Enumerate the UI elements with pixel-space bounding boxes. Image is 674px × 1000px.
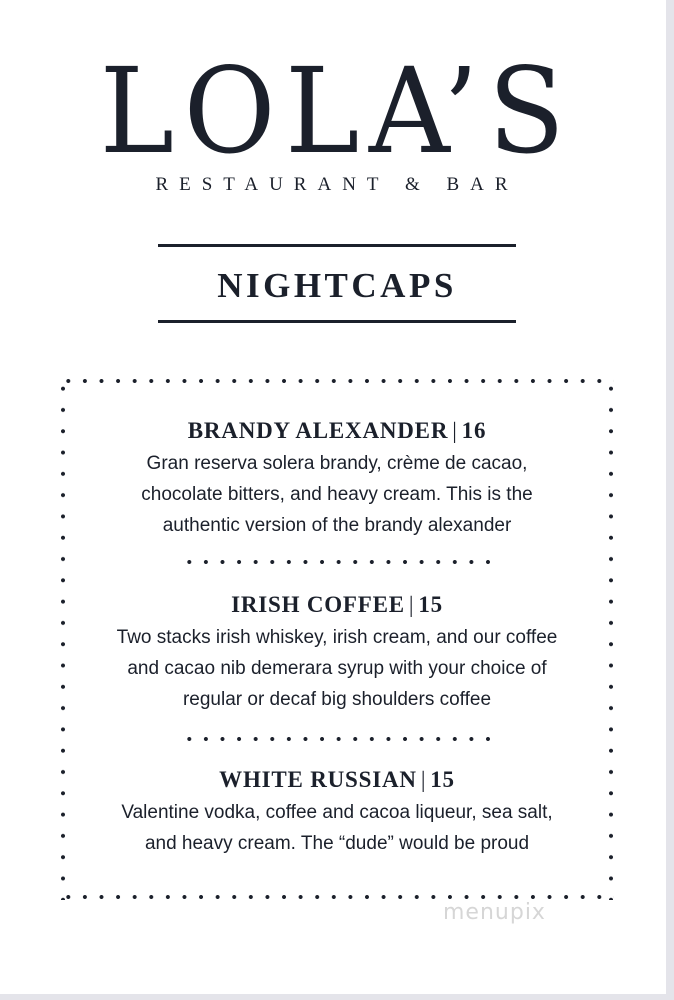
section-title: NIGHTCAPS [217,266,457,305]
restaurant-logo: LOLA’S [99,42,575,180]
menu-item [0,590,674,715]
watermark: menupix [443,900,546,925]
item-separator [181,559,493,565]
item-title: BRANDY ALEXANDER | 16 [187,418,487,443]
menu-item [0,765,674,859]
item-description: Valentine vodka, coffee and cacoa liqueur, sea salt, and heavy cream. The “dude” would be proud [121,802,553,854]
item-description: Two stacks irish whiskey, irish cream, and our coffee and cacao nib demerara syrup with your choice of regular or decaf big shoulders coffee [116,627,558,710]
item-description: Gran reserva solera brandy, crème de cacao, chocolate bitters, and heavy cream. This is the authentic version of the brandy alexander [141,453,533,536]
item-separator [181,736,493,742]
divider-bottom [158,320,516,323]
restaurant-subtitle: RESTAURANT & BAR [155,174,519,195]
item-title: WHITE RUSSIAN | 15 [219,767,455,792]
item-title: IRISH COFFEE | 15 [231,592,443,617]
menu-item [0,416,674,541]
frame-top [60,378,614,384]
divider-top [158,244,516,247]
